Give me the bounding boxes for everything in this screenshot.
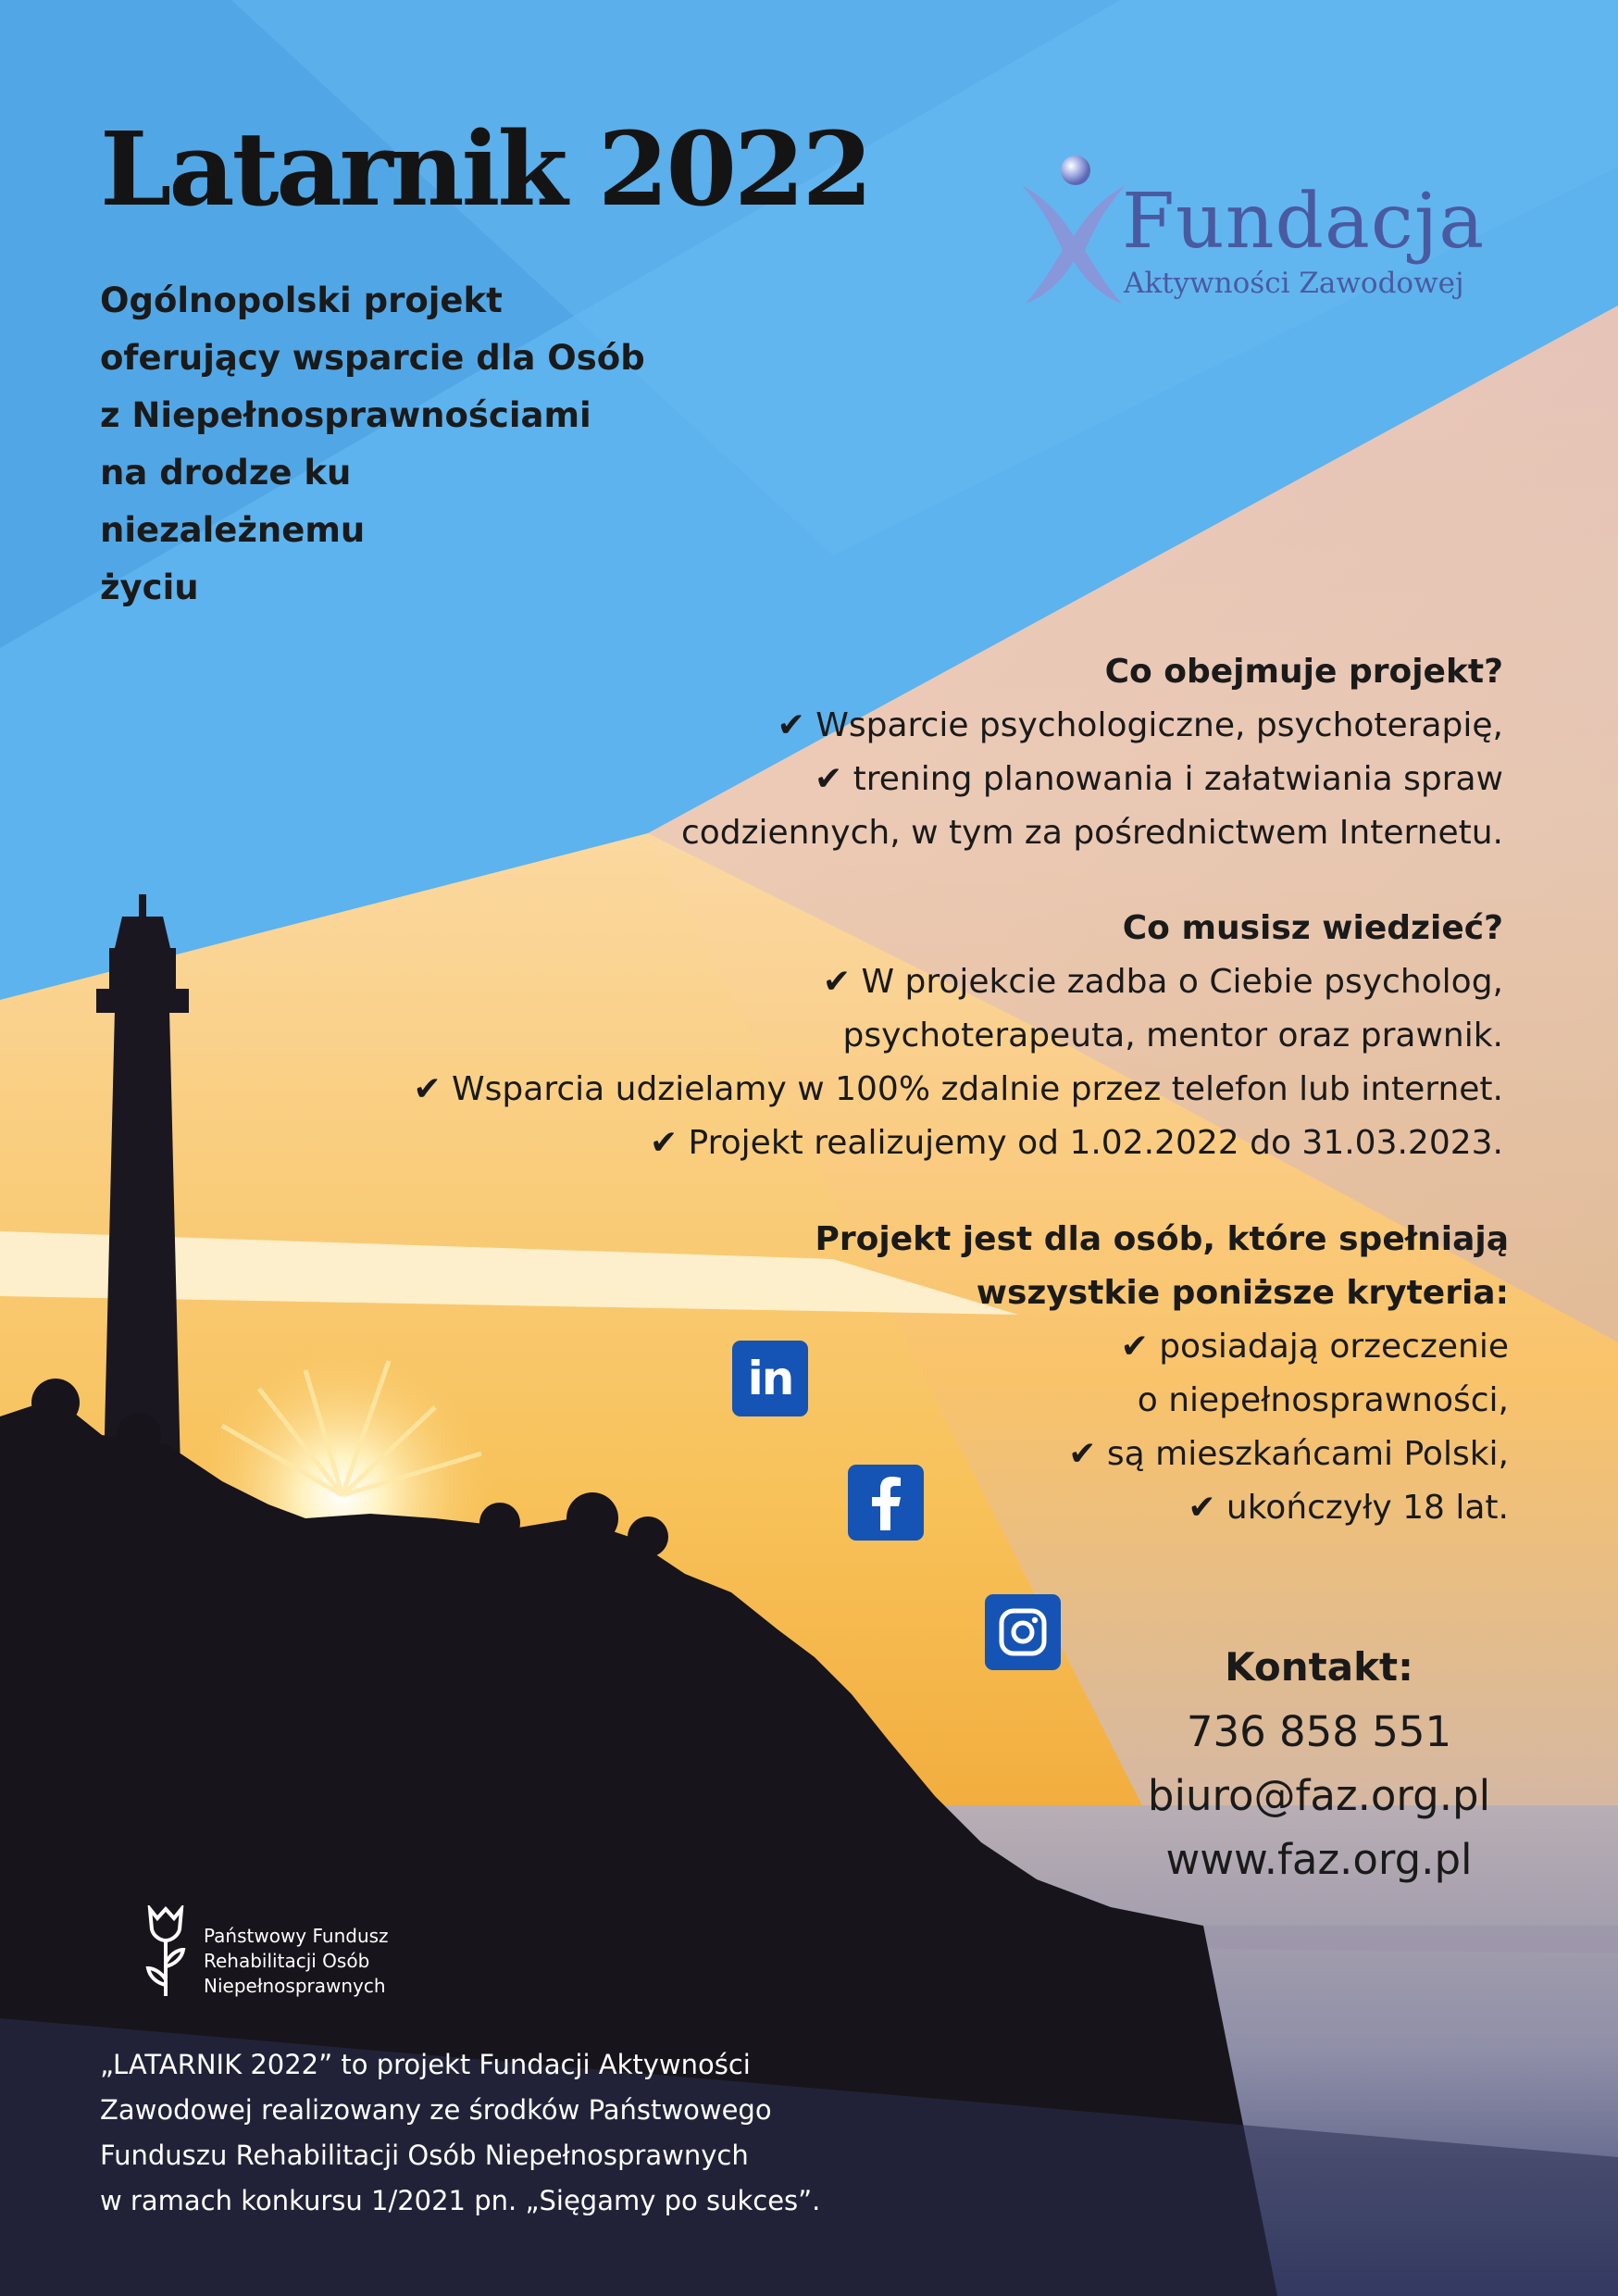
section-line: ✔ Wsparcie psychologiczne, psychoterapię, (777, 706, 1503, 744)
funding-line: Funduszu Rehabilitacji Osób Niepełnosprawnych (100, 2140, 749, 2171)
section-info (413, 902, 1503, 1170)
instagram-icon (998, 1607, 1048, 1657)
facebook-icon (863, 1475, 909, 1530)
funding-line: „LATARNIK 2022” to projekt Fundacji Aktywności (100, 2049, 751, 2080)
description-line: z Niepełnosprawnościami (100, 395, 591, 435)
section-line: ✔ Wsparcia udzielamy w 100% zdalnie przez telefon lub internet. (413, 1070, 1503, 1108)
instagram-link[interactable] (985, 1594, 1061, 1670)
section-heading: Projekt jest dla osób, które spełniają (815, 1220, 1509, 1258)
description-line: Ogólnopolski projekt (100, 281, 503, 320)
section-line: ✔ posiadają orzeczenie (1120, 1328, 1509, 1366)
section-scope (681, 645, 1503, 860)
pfron-line: Niepełnosprawnych (204, 1975, 386, 1997)
tulip-icon (143, 1905, 189, 1998)
section-heading: Co musisz wiedzieć? (1122, 909, 1503, 947)
contact-phone[interactable]: 736 858 551 (1186, 1707, 1452, 1756)
fundacja-logo (1009, 148, 1527, 315)
linkedin-icon: in (747, 1352, 793, 1405)
description-line: na drodze ku (100, 453, 352, 493)
funding-note (100, 2042, 933, 2224)
section-line: ✔ Projekt realizujemy od 1.02.2022 do 31.03.2023. (649, 1124, 1503, 1162)
contact-block (1111, 1635, 1527, 1891)
pfron-name (204, 1924, 389, 1999)
contact-website[interactable]: www.faz.org.pl (1165, 1835, 1473, 1884)
funding-line: w ramach konkursu 1/2021 pn. „Sięgamy po sukces”. (100, 2185, 821, 2216)
section-line: ✔ ukończyły 18 lat. (1188, 1489, 1509, 1527)
project-description (100, 272, 692, 617)
pfron-line: Rehabilitacji Osób (204, 1950, 370, 1972)
section-line: ✔ W projekcie zadba o Ciebie psycholog, (822, 963, 1503, 1001)
poster-title: Latarnik 2022 (100, 109, 871, 229)
pfron-logo (143, 1905, 457, 2007)
contact-heading: Kontakt: (1225, 1644, 1413, 1690)
section-line: ✔ są mieszkańcami Polski, (1068, 1435, 1509, 1473)
section-heading: Co obejmuje projekt? (1104, 653, 1503, 691)
logo-subtitle: Aktywności Zawodowej (1124, 267, 1464, 300)
section-line: o niepełnosprawności, (1137, 1381, 1509, 1419)
figure-icon (1009, 148, 1139, 315)
section-line: psychoterapeuta, mentor oraz prawnik. (842, 1017, 1503, 1054)
facebook-link[interactable] (848, 1465, 924, 1541)
section-line: ✔ trening planowania i załatwiania spraw (815, 760, 1503, 798)
description-line: niezależnemu (100, 510, 366, 550)
section-heading: wszystkie poniższe kryteria: (976, 1274, 1509, 1312)
linkedin-link[interactable] (732, 1341, 808, 1416)
logo-name: Fundacja (1122, 178, 1486, 266)
description-line: życiu (100, 568, 199, 607)
pfron-line: Państwowy Fundusz (204, 1925, 389, 1947)
section-line: codziennych, w tym za pośrednictwem Internetu. (680, 814, 1503, 852)
description-line: oferujący wsparcie dla Osób (100, 338, 645, 378)
funding-line: Zawodowej realizowany ze środków Państwowego (100, 2094, 772, 2126)
contact-email[interactable]: biuro@faz.org.pl (1147, 1771, 1491, 1820)
